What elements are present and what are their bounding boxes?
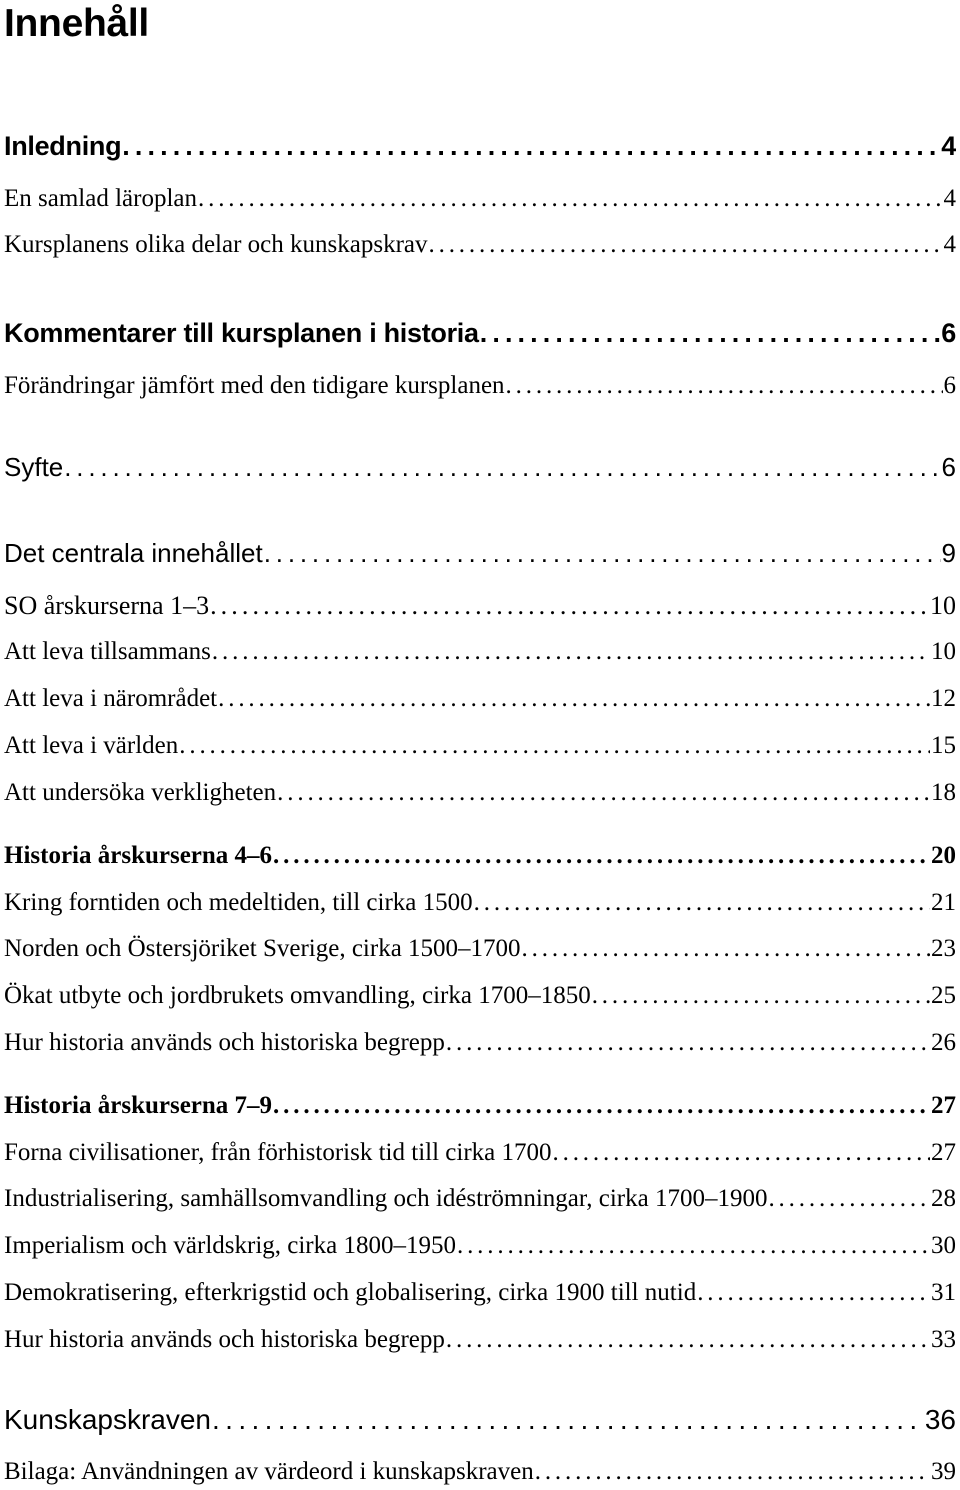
toc-entry-forntiden-medeltiden[interactable] [4, 886, 956, 920]
toc-entry-label: Att undersöka verkligheten [4, 779, 277, 806]
toc-entry-page: 4 [943, 185, 956, 212]
dot-leader [429, 228, 943, 262]
dot-leader [768, 1182, 930, 1216]
toc-entry-page: 20 [931, 842, 956, 869]
toc-entry-inledning[interactable] [4, 128, 956, 164]
toc-entry-leva-tillsammans[interactable] [4, 635, 956, 669]
toc-entry-label: Att leva i närområdet [4, 685, 218, 712]
dot-leader [210, 588, 929, 624]
dot-leader [457, 1229, 930, 1263]
toc-entry-undersoka-verkligheten[interactable] [4, 776, 956, 810]
dot-leader [122, 128, 940, 164]
toc-entry-label: Ökat utbyte och jordbrukets omvandling, cirka 1700–1850 [4, 982, 591, 1009]
toc-entry-forna-civilisationer[interactable] [4, 1136, 956, 1170]
toc-entry-kunskapskraven[interactable] [4, 1401, 956, 1439]
toc-entry-leva-varlden[interactable] [4, 729, 956, 763]
toc-entry-page: 4 [943, 231, 956, 258]
toc-entry-page: 4 [941, 131, 956, 161]
toc-entry-kursplanens-delar[interactable] [4, 228, 956, 262]
toc-entry-page: 15 [931, 732, 956, 759]
toc-entry-label: Imperialism och världskrig, cirka 1800–1950 [4, 1232, 456, 1259]
toc-entry-en-samlad-laroplan[interactable] [4, 182, 956, 216]
toc-entry-page: 25 [931, 982, 956, 1009]
toc-entry-imperialism[interactable] [4, 1229, 956, 1263]
toc-entry-label: Historia årskurserna 7–9 [4, 1092, 273, 1119]
toc-entry-page: 9 [941, 538, 956, 568]
dot-leader [264, 535, 941, 571]
toc-entry-centrala-innehallet[interactable] [4, 535, 956, 571]
toc-entry-label: Forna civilisationer, från förhistorisk tid till cirka 1700 [4, 1139, 552, 1166]
toc-entry-bilaga[interactable] [4, 1455, 956, 1489]
toc-entry-label: Förändringar jämfört med den tidigare kursplanen [4, 372, 505, 399]
toc-entry-label: Hur historia används och historiska begrepp [4, 1326, 445, 1353]
dot-leader [553, 1136, 931, 1170]
toc-entry-page: 23 [931, 935, 956, 962]
toc-entry-historia-anvands-1[interactable] [4, 1026, 956, 1060]
toc-entry-page: 6 [943, 372, 956, 399]
toc-entry-label: En samlad läroplan [4, 185, 197, 212]
toc-entry-page: 18 [931, 779, 956, 806]
toc-entry-forandringar[interactable] [4, 369, 956, 403]
toc-entry-label: Norden och Östersjöriket Sverige, cirka 1500–1700 [4, 935, 521, 962]
page-title: Innehåll [4, 2, 149, 45]
toc-entry-page: 6 [941, 318, 956, 348]
dot-leader [506, 369, 943, 403]
toc-entry-page: 26 [931, 1029, 956, 1056]
toc-entry-page: 21 [931, 889, 956, 916]
toc-entry-label: Att leva tillsammans [4, 638, 211, 665]
toc-entry-label: Kursplanens olika delar och kunskapskrav [4, 231, 428, 258]
toc-entry-historia-anvands-2[interactable] [4, 1323, 956, 1357]
toc-entry-syfte[interactable] [4, 449, 956, 485]
toc-entry-label: Industrialisering, samhällsomvandling och idéströmningar, cirka 1700–1900 [4, 1185, 768, 1212]
dot-leader [277, 776, 930, 810]
toc-entry-label: Bilaga: Användningen av värdeord i kunskapskraven [4, 1458, 534, 1485]
toc-entry-page: 28 [931, 1185, 956, 1212]
toc-entry-label: Demokratisering, efterkrigstid och globalisering, cirka 1900 till nutid [4, 1279, 697, 1306]
toc-entry-page: 10 [931, 638, 956, 665]
toc-entry-page: 33 [931, 1326, 956, 1353]
toc-entry-industrialisering[interactable] [4, 1182, 956, 1216]
dot-leader [446, 1026, 930, 1060]
toc-entry-page: 6 [941, 452, 956, 482]
dot-leader [218, 682, 930, 716]
toc-entry-label: Syfte [4, 452, 64, 482]
dot-leader [446, 1323, 930, 1357]
dot-leader [273, 1089, 930, 1123]
dot-leader [273, 839, 930, 873]
dot-leader [522, 932, 930, 966]
dot-leader [480, 315, 941, 351]
toc-entry-page: 27 [931, 1139, 956, 1166]
toc-entry-okat-utbyte[interactable] [4, 979, 956, 1013]
toc-entry-page: 27 [931, 1092, 956, 1119]
toc-entry-label: Hur historia används och historiska begrepp [4, 1029, 445, 1056]
dot-leader [212, 1401, 924, 1439]
toc-entry-demokratisering[interactable] [4, 1276, 956, 1310]
toc-entry-label: SO årskurserna 1–3 [4, 591, 210, 620]
dot-leader [474, 886, 930, 920]
toc-entry-page: 39 [931, 1458, 956, 1485]
dot-leader [179, 729, 930, 763]
toc-entry-label: Det centrala innehållet [4, 538, 263, 568]
toc-entry-label: Att leva i världen [4, 732, 179, 759]
dot-leader [212, 635, 930, 669]
toc-entry-kommentarer[interactable] [4, 315, 956, 351]
toc-entry-norden-ostersjoriket[interactable] [4, 932, 956, 966]
toc-entry-label: Kring forntiden och medeltiden, till cirka 1500 [4, 889, 473, 916]
toc-entry-historia-4-6[interactable] [4, 839, 956, 873]
dot-leader [592, 979, 930, 1013]
toc-entry-so-1-3[interactable] [4, 588, 956, 624]
toc-entry-page: 31 [931, 1279, 956, 1306]
toc-entry-label: Kunskapskraven [4, 1404, 212, 1435]
toc-entry-label: Kommentarer till kursplanen i historia [4, 318, 479, 348]
toc-entry-label: Historia årskurserna 4–6 [4, 842, 273, 869]
dot-leader [535, 1455, 930, 1489]
toc-entry-label: Inledning [4, 131, 122, 161]
toc-entry-leva-naromradet[interactable] [4, 682, 956, 716]
toc-entry-page: 10 [930, 591, 956, 620]
dot-leader [198, 182, 943, 216]
toc-entry-historia-7-9[interactable] [4, 1089, 956, 1123]
dot-leader [697, 1276, 930, 1310]
dot-leader [64, 449, 940, 485]
toc-entry-page: 30 [931, 1232, 956, 1259]
toc-entry-page: 36 [924, 1404, 956, 1435]
toc-entry-page: 12 [931, 685, 956, 712]
